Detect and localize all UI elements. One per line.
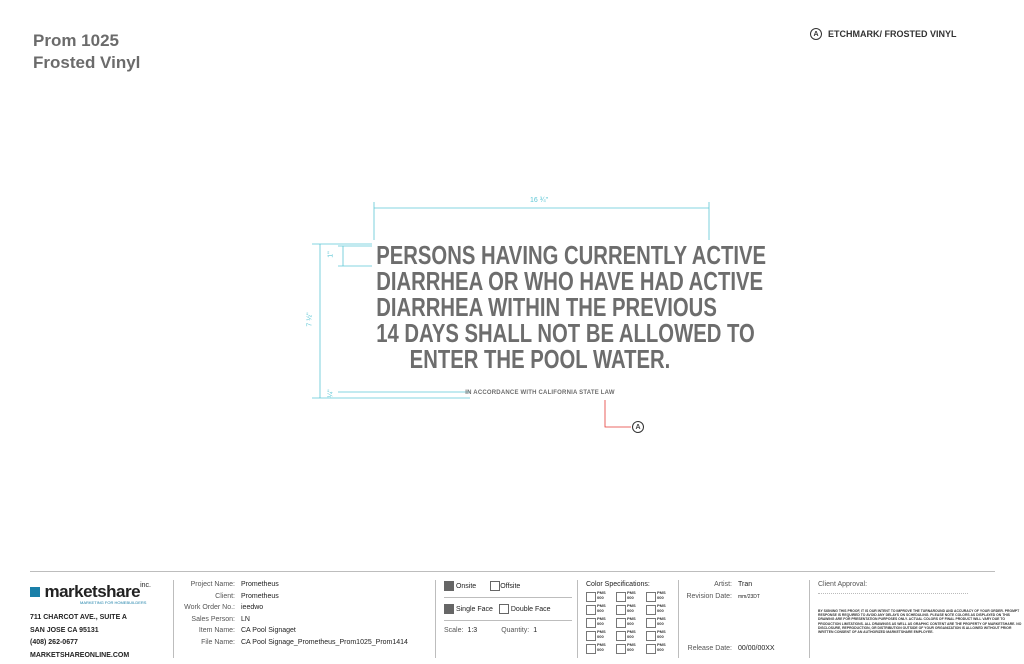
sign-line-1: PERSONS HAVING CURRENTLY ACTIVE <box>376 240 767 270</box>
artist-label: Artist: <box>714 581 732 588</box>
logo-suffix: inc. <box>140 582 151 589</box>
revision-value: mm/23DT <box>738 594 760 600</box>
pms-swatch[interactable] <box>586 590 616 602</box>
pms-checkbox[interactable] <box>646 644 656 654</box>
onsite-option[interactable]: Onsite <box>444 581 476 591</box>
pms-checkbox[interactable] <box>646 592 656 602</box>
color-spec-title: Color Specifications: <box>586 581 650 588</box>
production-options <box>444 581 574 634</box>
pms-swatch[interactable] <box>646 603 676 615</box>
approval-title: Client Approval: <box>818 581 868 588</box>
sign-line-4: 14 DAYS SHALL NOT BE ALLOWED TO <box>376 318 755 348</box>
onsite-checkbox[interactable] <box>444 581 454 591</box>
release-info <box>680 645 790 652</box>
sign-line-3: DIARRHEA WITHIN THE PREVIOUS <box>376 292 717 322</box>
logo-text: marketshare <box>44 582 141 601</box>
item-name-value: CA Pool Signaget <box>241 627 296 635</box>
title-line-1: Prom 1025 <box>33 31 119 50</box>
pms-swatch[interactable] <box>616 603 646 615</box>
work-order-label: Work Order No.: <box>184 604 235 612</box>
client-label: Client: <box>215 592 235 600</box>
pms-label: PMS 000 <box>627 590 636 600</box>
pms-swatch[interactable] <box>586 603 616 615</box>
pms-swatch[interactable] <box>616 642 646 654</box>
project-info <box>175 581 425 646</box>
pms-checkbox[interactable] <box>586 605 596 615</box>
release-value: 00/00/00XX <box>738 645 775 652</box>
width-dimension: 16 ¾" <box>530 197 549 204</box>
sign-line-5: ENTER THE POOL WATER. <box>409 344 671 374</box>
client-value: Prometheus <box>241 592 279 600</box>
quantity-label: Quantity: <box>501 627 530 634</box>
pms-swatch[interactable] <box>616 629 646 641</box>
pms-label: PMS 000 <box>627 629 636 639</box>
address-line-2: SAN JOSE CA 95131 <box>30 626 99 634</box>
scale-value: 1:3 <box>467 627 478 634</box>
release-label: Release Date: <box>687 645 732 652</box>
pms-checkbox[interactable] <box>586 631 596 641</box>
small-dimension: ¼" <box>327 389 335 398</box>
pms-label: PMS 000 <box>657 642 666 652</box>
legend-marker: A <box>810 28 822 40</box>
pms-swatch[interactable] <box>616 590 646 602</box>
project-name-label: Project Name: <box>190 581 235 588</box>
client-approval <box>818 581 1023 634</box>
pms-checkbox[interactable] <box>616 631 626 641</box>
pms-label: PMS 000 <box>597 629 606 639</box>
pms-swatch[interactable] <box>646 616 676 628</box>
pms-label: PMS 000 <box>627 642 636 652</box>
pms-checkbox[interactable] <box>616 605 626 615</box>
logo-tagline: MARKETING FOR HOMEBUILDERS <box>80 600 147 605</box>
pms-checkbox[interactable] <box>616 644 626 654</box>
pms-label: PMS 000 <box>657 590 666 600</box>
company-website: MARKETSHAREONLINE.COM <box>30 651 130 659</box>
cap-dimension: 1" <box>327 251 335 258</box>
file-name-value: CA Pool Signage_Prometheus_Prom1025_Prom1414 <box>241 638 408 646</box>
callout-marker: A <box>632 421 644 433</box>
legend-text: ETCHMARK/ FROSTED VINYL <box>828 29 957 39</box>
artist-value: Tran <box>738 581 753 588</box>
pms-swatch[interactable] <box>646 642 676 654</box>
pms-swatch[interactable] <box>586 616 616 628</box>
pms-label: PMS 000 <box>627 603 636 613</box>
pms-label: PMS 000 <box>597 590 606 600</box>
sales-person-label: Sales Person: <box>191 615 235 623</box>
pms-label: PMS 000 <box>597 603 606 613</box>
project-name-value: Prometheus <box>241 581 279 588</box>
work-order-value: ieedwo <box>241 604 264 612</box>
law-line: IN ACCORDANCE WITH CALIFORNIA STATE LAW <box>465 390 615 396</box>
pms-checkbox[interactable] <box>646 618 656 628</box>
company-phone: (408) 262-0677 <box>30 639 78 646</box>
single-face-checkbox[interactable] <box>444 604 454 614</box>
company-logo <box>30 582 151 605</box>
pms-checkbox[interactable] <box>646 631 656 641</box>
pms-swatch[interactable] <box>586 629 616 641</box>
quantity-value: 1 <box>533 627 538 634</box>
file-name-label: File Name: <box>201 638 235 646</box>
title-block <box>30 571 1022 664</box>
pms-label: PMS 000 <box>627 616 636 626</box>
pms-checkbox[interactable] <box>646 605 656 615</box>
pms-swatch[interactable] <box>646 590 676 602</box>
company-address <box>30 612 129 662</box>
approval-disclaimer: BY SIGNING THIS PROOF, IT IS OUR INTENT TO IMPROVE THE TURNAROUND AND ACCURACY OF YOUR ORDER. PROMPT RESPONSE IS REQUIRED TO AVOID ANY DELAYS ON SCHEDULING. PLEASE NOTE COLORS AS DISPLAYED ON THIS DRAWING ARE FOR PRESENTATION PURPOSES ONLY. ACTUAL COLORS OF FINAL PRODUCT WILL VARY DUE TO PRODUCTION LIMITATIONS. ALL DRAWINGS AS WELL AS GRAPHIC CONTENT ARE THE PROPERTY OF MARKETSHARE. NO DISCLOSURE, REPRODUCTION, OR DISTRIBUTION OUTSIDE OF YOUR ORGANIZATION IS ALLOWED WITHOUT PRIOR WRITTEN CONSENT OF AN AUTHORIZED MARKETSHARE EMPLOYEE. <box>818 609 1022 635</box>
pms-swatch-grid <box>586 590 681 654</box>
pms-checkbox[interactable] <box>586 592 596 602</box>
scale-label: Scale: <box>444 627 464 634</box>
title-line-2: Frosted Vinyl <box>33 53 141 72</box>
revision-label: Revision Date: <box>686 593 732 600</box>
double-face-option[interactable]: Double Face <box>499 604 551 614</box>
logo-mark-icon <box>30 587 40 597</box>
single-face-option[interactable]: Single Face <box>444 604 493 614</box>
address-line-1: 711 CHARCOT AVE., SUITE A <box>30 614 127 621</box>
sales-person-value: LN <box>241 615 250 623</box>
pms-checkbox[interactable] <box>616 592 626 602</box>
offsite-checkbox[interactable] <box>490 581 500 591</box>
pms-checkbox[interactable] <box>586 618 596 628</box>
pms-checkbox[interactable] <box>586 644 596 654</box>
artist-info <box>680 581 790 600</box>
pms-label: PMS 000 <box>657 616 666 626</box>
pms-checkbox[interactable] <box>616 618 626 628</box>
sign-line-2: DIARRHEA OR WHO HAVE HAD ACTIVE <box>376 266 764 296</box>
pms-swatch[interactable] <box>586 642 616 654</box>
pms-swatch[interactable] <box>646 629 676 641</box>
signature-line[interactable] <box>818 593 968 595</box>
pms-label: PMS 000 <box>657 603 666 613</box>
double-face-checkbox[interactable] <box>499 604 509 614</box>
item-name-label: Item Name: <box>198 627 235 635</box>
pms-label: PMS 000 <box>657 629 666 639</box>
offsite-option[interactable]: Offsite <box>490 581 520 591</box>
pms-swatch[interactable] <box>616 616 646 628</box>
pms-label: PMS 000 <box>597 642 606 652</box>
height-dimension: 7 ½" <box>306 312 314 327</box>
pms-label: PMS 000 <box>597 616 606 626</box>
